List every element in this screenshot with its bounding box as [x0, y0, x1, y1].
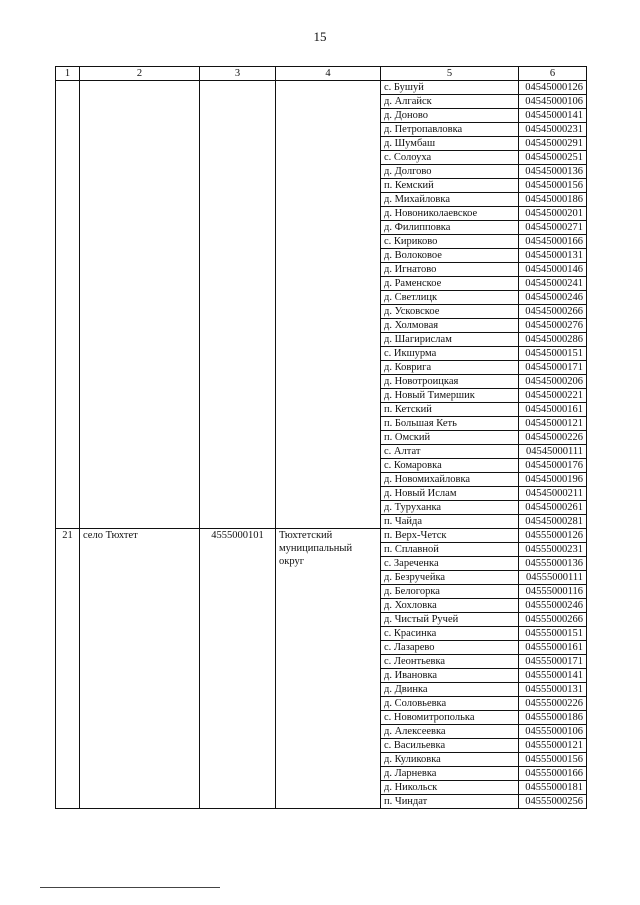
settlement-name: с. Комаровка	[381, 459, 519, 473]
page-number: 15	[313, 29, 327, 44]
settlement-name: д. Чистый Ручей	[381, 613, 519, 627]
settlement-name: п. Верх-Четск	[381, 529, 519, 543]
settlement-name: с. Лазарево	[381, 641, 519, 655]
settlement-name: д. Алгайск	[381, 95, 519, 109]
settlement-name: д. Соловьевка	[381, 697, 519, 711]
okato-code: 04545000106	[519, 95, 587, 109]
header-col-3: 3	[200, 67, 276, 81]
settlement-name: д. Алексеевка	[381, 725, 519, 739]
okato-code: 04545000111	[519, 445, 587, 459]
settlement-name: д. Новый Тимершик	[381, 389, 519, 403]
header-row	[56, 67, 587, 81]
settlement-name: п. Кемский	[381, 179, 519, 193]
settlement-name: с. Икшурма	[381, 347, 519, 361]
settlement-name: д. Туруханка	[381, 501, 519, 515]
cell-code-empty	[200, 81, 276, 529]
settlement-name: д. Усковское	[381, 305, 519, 319]
row-number: 21	[56, 529, 80, 809]
settlement-name: д. Хохловка	[381, 599, 519, 613]
settlement-name: с. Кириково	[381, 235, 519, 249]
settlement-name: с. Бушуй	[381, 81, 519, 95]
okato-code: 04545000226	[519, 431, 587, 445]
settlement-name: д. Куликовка	[381, 753, 519, 767]
okato-code: 04555000141	[519, 669, 587, 683]
admin-center-code: 4555000101	[200, 529, 276, 809]
okato-code: 04545000146	[519, 263, 587, 277]
footer-divider	[40, 887, 220, 888]
okato-code: 04545000196	[519, 473, 587, 487]
settlement-name: д. Игнатово	[381, 263, 519, 277]
okato-code: 04555000186	[519, 711, 587, 725]
okato-code: 04545000286	[519, 333, 587, 347]
header-col-2: 2	[80, 67, 200, 81]
okato-code: 04555000266	[519, 613, 587, 627]
settlement-name: с. Леонтьевка	[381, 655, 519, 669]
okato-code: 04545000166	[519, 235, 587, 249]
settlement-name: д. Двинка	[381, 683, 519, 697]
okato-code: 04545000231	[519, 123, 587, 137]
settlement-name: д. Коврига	[381, 361, 519, 375]
okato-code: 04555000131	[519, 683, 587, 697]
settlement-name: п. Сплавной	[381, 543, 519, 557]
settlement-name: с. Солоуха	[381, 151, 519, 165]
okato-code: 04545000211	[519, 487, 587, 501]
settlement-name: д. Ивановка	[381, 669, 519, 683]
okato-code: 04545000271	[519, 221, 587, 235]
settlement-name: д. Новониколаевское	[381, 207, 519, 221]
table-body	[56, 81, 587, 809]
header-col-5: 5	[381, 67, 519, 81]
header-col-4: 4	[276, 67, 381, 81]
header-col-6: 6	[519, 67, 587, 81]
okato-code: 04555000111	[519, 571, 587, 585]
header-col-1: 1	[56, 67, 80, 81]
okato-code: 04555000156	[519, 753, 587, 767]
okato-code: 04545000161	[519, 403, 587, 417]
okato-code: 04545000291	[519, 137, 587, 151]
okato-code: 04555000166	[519, 767, 587, 781]
table-row	[56, 529, 587, 543]
okato-code: 04555000151	[519, 627, 587, 641]
settlement-name: д. Филипповка	[381, 221, 519, 235]
settlement-name: д. Доново	[381, 109, 519, 123]
settlement-name: д. Петропавловка	[381, 123, 519, 137]
settlement-name: д. Михайловка	[381, 193, 519, 207]
settlement-name: д. Светлицк	[381, 291, 519, 305]
admin-center-name: село Тюхтет	[80, 529, 200, 809]
settlement-name: с. Васильевка	[381, 739, 519, 753]
settlement-name: д. Холмовая	[381, 319, 519, 333]
okato-code: 04555000121	[519, 739, 587, 753]
table-row	[56, 81, 587, 95]
okato-code: 04545000246	[519, 291, 587, 305]
settlement-name: д. Шумбаш	[381, 137, 519, 151]
okato-code: 04555000161	[519, 641, 587, 655]
okato-code: 04545000276	[519, 319, 587, 333]
settlement-name: п. Большая Кеть	[381, 417, 519, 431]
okato-code: 04545000131	[519, 249, 587, 263]
okato-code: 04545000136	[519, 165, 587, 179]
okato-code: 04545000241	[519, 277, 587, 291]
okato-code: 04545000266	[519, 305, 587, 319]
settlement-name: д. Безручейка	[381, 571, 519, 585]
settlement-name: с. Зареченка	[381, 557, 519, 571]
settlement-name: п. Кетский	[381, 403, 519, 417]
okato-code: 04545000261	[519, 501, 587, 515]
okato-code: 04545000176	[519, 459, 587, 473]
settlement-name: п. Чайда	[381, 515, 519, 529]
settlement-name: д. Новотроицкая	[381, 375, 519, 389]
settlement-name: с. Алтат	[381, 445, 519, 459]
okato-code: 04555000136	[519, 557, 587, 571]
settlements-table	[55, 66, 587, 809]
okato-code: 04545000126	[519, 81, 587, 95]
okato-code: 04545000221	[519, 389, 587, 403]
municipality-name: Тюхтетский муниципальный округ	[276, 529, 381, 809]
settlement-name: с. Новомитрополька	[381, 711, 519, 725]
settlement-name: д. Никольск	[381, 781, 519, 795]
okato-code: 04545000206	[519, 375, 587, 389]
settlement-name: д. Шагирислам	[381, 333, 519, 347]
cell-locality-empty	[80, 81, 200, 529]
okato-code: 04545000281	[519, 515, 587, 529]
settlement-name: д. Волоковое	[381, 249, 519, 263]
okato-code: 04545000201	[519, 207, 587, 221]
okato-code: 04555000116	[519, 585, 587, 599]
settlement-name: д. Новомихайловка	[381, 473, 519, 487]
okato-code: 04555000226	[519, 697, 587, 711]
settlement-name: с. Красинка	[381, 627, 519, 641]
okato-code: 04545000251	[519, 151, 587, 165]
settlement-name: п. Чиндат	[381, 795, 519, 809]
settlement-name: д. Раменское	[381, 277, 519, 291]
okato-code: 04555000256	[519, 795, 587, 809]
okato-code: 04545000141	[519, 109, 587, 123]
okato-code: 04545000156	[519, 179, 587, 193]
okato-code: 04545000151	[519, 347, 587, 361]
settlement-name: п. Омский	[381, 431, 519, 445]
okato-code: 04555000126	[519, 529, 587, 543]
okato-code: 04555000106	[519, 725, 587, 739]
okato-code: 04555000171	[519, 655, 587, 669]
okato-code: 04555000181	[519, 781, 587, 795]
cell-num-empty	[56, 81, 80, 529]
settlement-name: д. Новый Ислам	[381, 487, 519, 501]
okato-code: 04555000246	[519, 599, 587, 613]
cell-municipality-empty	[276, 81, 381, 529]
okato-code: 04555000231	[519, 543, 587, 557]
okato-code: 04545000186	[519, 193, 587, 207]
settlement-name: д. Долгово	[381, 165, 519, 179]
okato-code: 04545000121	[519, 417, 587, 431]
okato-code: 04545000171	[519, 361, 587, 375]
settlement-name: д. Ларневка	[381, 767, 519, 781]
settlement-name: д. Белогорка	[381, 585, 519, 599]
